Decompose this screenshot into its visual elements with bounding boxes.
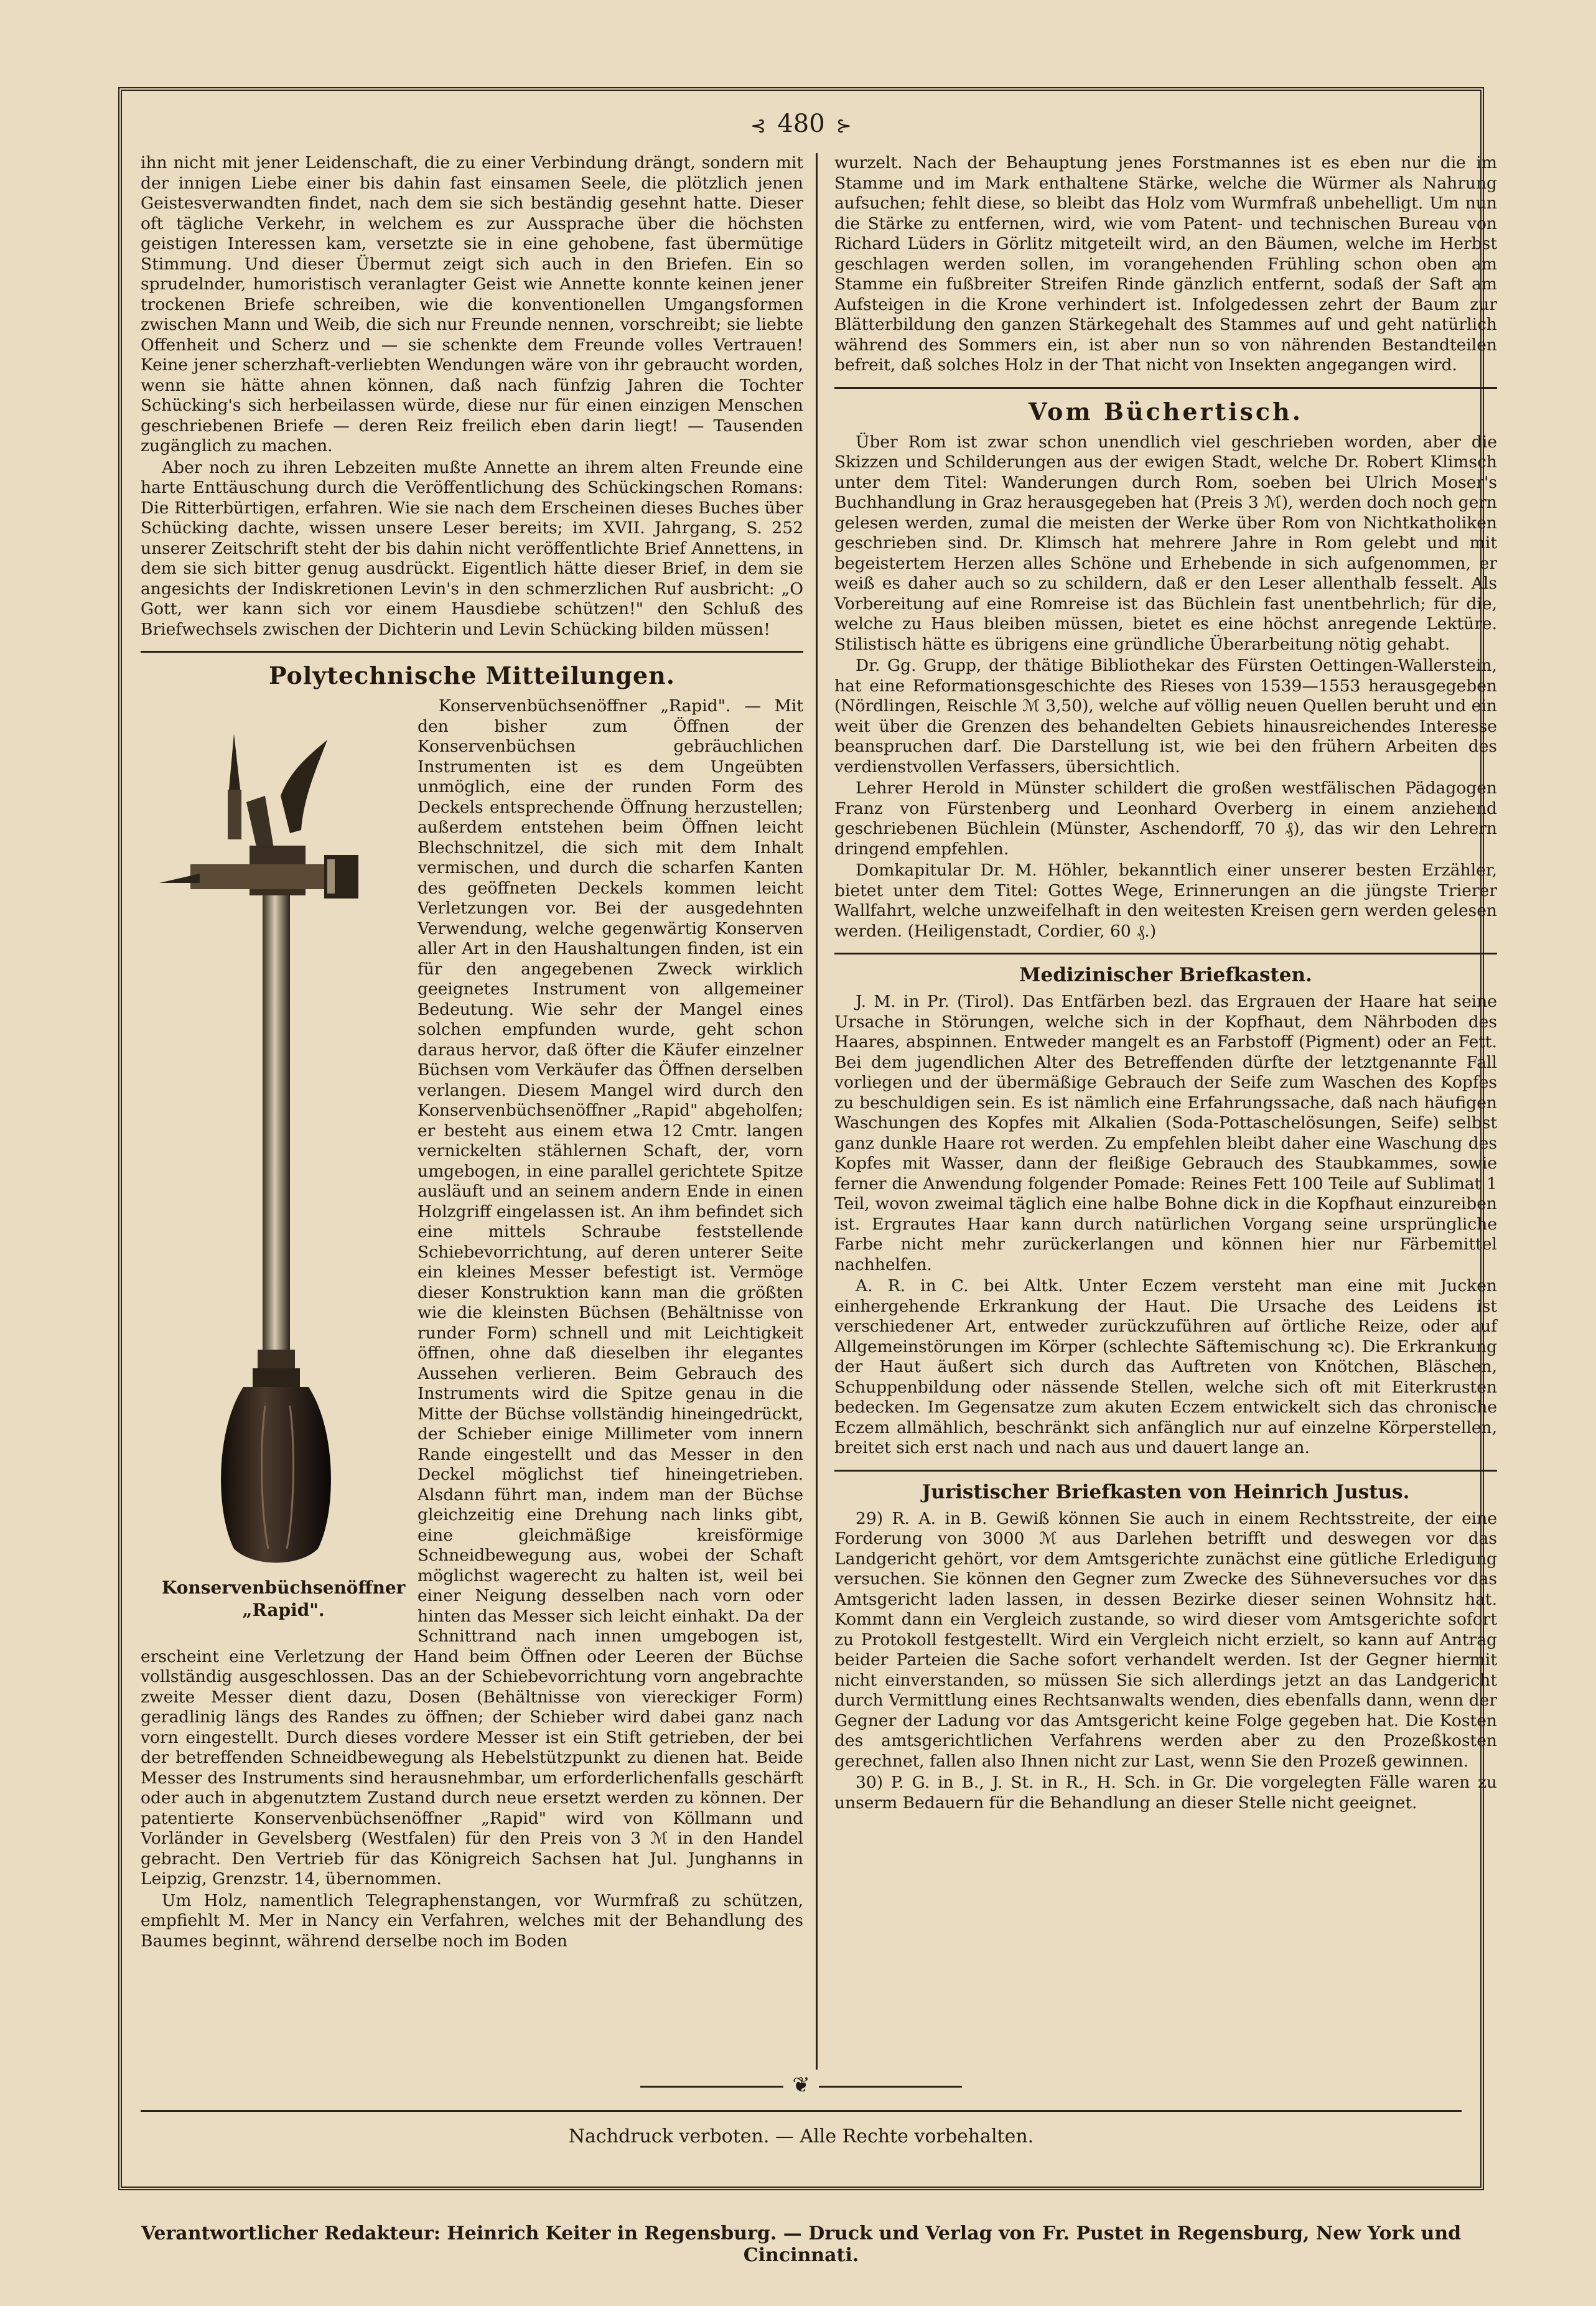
paragraph: Aber noch zu ihren Lebzeiten mußte Annette an ihrem alten Freunde eine harte Enttäuschung durch die Veröffentlichung des Schückingschen Romans: Die Ritterbürtigen, erfahren. Wie sie nach dem Erscheinen dieses Buches über Schücking dachte, wissen unsere Leser bereits; im XVII. Jahrgang, S. 252 unserer Zeitschrift steht der bis dahin nicht veröffentlichte Brief Annettens, in dem sie sich bitter genug ausdrückt. Eigentlich hätte dieser Brief, in dem sie angesichts der Indiskretionen Levin's in den schmerzlichen Ruf ausbricht: „O Gott, wer kann sich vor einem Hausdiebe schützen!" den Schluß des Briefwechsels zwischen der Dichterin und Levin Schücking bilden müssen! [141, 457, 803, 639]
paragraph: 29) R. A. in B. Gewiß können Sie auch in einem Rechtsstreite, der eine Forderung von 3000 ℳ aus Darlehen betrifft und deswegen vor das Landgericht gehört, vor dem Amtsgerichte zunächst eine gütliche Erledigung versuchen. Sie können den Gegner zum Zwecke des Sühneversuches vor das Amtsgericht laden lassen, in dessen Bezirke dieser seinen Wohnsitz hat. Kommt dann ein Vergleich zustande, so wird dieser vom Amtsgerichte sofort zu Protokoll festgestellt. Wird ein Vergleich nicht erzielt, so kann auf Antrag beider Parteien die Sache sofort verhandelt werden. Ist der Gegner hiermit nicht einverstanden, so müssen Sie sich allerdings jetzt an das Landgericht durch Vermittlung eines Rechtsanwalts wenden, dies ebenfalls dann, wenn der Gegner der Ladung vor das Amtsgericht keine Folge gegeben hat. Die Kosten des amtsgerichtlichen Verfahrens werden aber zu den Prozeßkosten gerechnet, fallen also Ihnen nicht zur Last, wenn Sie den Prozeß gewinnen. [834, 1508, 1497, 1771]
right-column [834, 153, 1497, 1814]
section-divider [834, 953, 1497, 955]
ornament-divider [122, 2073, 1480, 2098]
paragraph: wurzelt. Nach der Behauptung jenes Forstmannes ist es eben nur die im Stamme und im Mark enthaltene Stärke, welche die Würmer als Nahrung aufsuchen; fehlt diese, so bleibt das Holz vom Wurmfraß unbehelligt. Um nun die Stärke zu entfernen, wird, wie vom Patent- und technischen Bureau von Richard Lüders in Görlitz mitgeteilt wird, an den Bäumen, welche im Herbst geschlagen werden sollen, im vorangehenden Frühling schon oben am Stamme ein fußbreiter Streifen Rinde gänzlich entfernt, sodaß der Saft am Aufsteigen in die Krone verhindert ist. Infolgedessen zehrt der Baum zur Blätterbildung den ganzen Stärkegehalt des Stammes auf und geht natürlich während des Sommers ein, ist aber nun so von nährenden Bestandteilen befreit, daß solches Holz in der That nicht von Insekten angegangen wird. [834, 153, 1497, 375]
figure-caption-line: Konservenbüchsenöffner [162, 1577, 406, 1598]
paragraph: Dr. Gg. Grupp, der thätige Bibliothekar des Fürsten Oettingen-Wallerstein, hat eine Reformationsgeschichte des Rieses von 1539—1553 herausgegeben (Nördlingen, Reischle ℳ 3,50), welche auf völlig neuen Quellen beruht und ein weit über die Grenzen des behandelten Gebiets hinausreichendes Interesse beanspruchen darf. Die Darstellung ist, wie bei den frühern Arbeiten des verdienstvollen Verfassers, übersichtlich. [834, 656, 1497, 777]
figure-caption-line: „Rapid". [242, 1600, 325, 1620]
paragraph-konserven-intro [141, 696, 803, 1890]
page-frame [118, 87, 1497, 2190]
column-divider [816, 153, 818, 2070]
figure-caption [141, 1577, 405, 1622]
copyright-notice: Nachdruck verboten. — Alle Rechte vorbehalten. [568, 2126, 1034, 2147]
section-heading-jurist: Juristischer Briefkasten von Heinrich Justus. [922, 1480, 1410, 1503]
paragraph: 30) P. G. in B., J. St. in R., H. Sch. in Gr. Die vorgelegten Fälle waren zu unserm Bedauern für die Behandlung an dieser Stelle nicht geeignet. [834, 1773, 1497, 1813]
ornament-flourish-icon: ❦ [792, 2073, 810, 2098]
left-column [141, 153, 803, 1953]
paragraph-holz: Um Holz, namentlich Telegraphenstangen, vor Wurmfraß zu schützen, empfiehlt M. Mer in Nancy ein Verfahren, welches mit der Behandlung des Baumes beginnt, während derselbe noch im Boden [141, 1890, 803, 1951]
section-heading-buechertisch: Vom Büchertisch. [1029, 397, 1303, 426]
section-divider [834, 387, 1497, 389]
section-divider [141, 651, 803, 653]
paragraph: Domkapitular Dr. M. Höhler, bekanntlich einer unserer besten Erzähler, bietet unter dem Titel: Gottes Wege, Erinnerungen an die jüngste Trierer Wallfahrt, welche unzweifelhaft in den weitesten Kreisen gern werden gelesen werden. (Heiligenstadt, Cordier, 60 ₰.) [834, 861, 1497, 941]
ornament-left-icon: ⊰ [750, 115, 767, 137]
section-heading-polytechnik: Polytechnische Mitteilungen. [268, 661, 676, 689]
bottom-rule [141, 2110, 1462, 2112]
page-number: ⊰ 480 ⊱ [750, 110, 852, 138]
paragraph: J. M. in Pr. (Tirol). Das Entfärben bezl. das Ergrauen der Haare hat seine Ursache in Störungen, welche sich in der Kopfhaut, dem Nährboden des Haares, abspinnen. Entweder mangelt es an Farbstoff (Pigment) oder an Fett. Bei dem jugendlichen Alter des Betreffenden dürfte der letztgenannte Fall vorliegen und der übermäßige Gebrauch der Seife zum Waschen des Kopfes zu beschuldigen sein. Es ist nämlich eine Erfahrungssache, daß nach häufigen Waschungen des Kopfes mit Alkalien (Soda-Pottaschelösungen, Seife) selbst ganz dunkle Haare rot werden. Zu empfehlen bleibt daher eine Waschung des Kopfes mit Wasser, dann der fleißige Gebrauch des Staubkammes, sowie ferner die Anwendung folgender Pomade: Reines Fett 100 Teile auf Sublimat 1 Teil, wovon zweimal täglich eine halbe Bohne dick in die Kopfhaut einzureiben ist. Ergrautes Haar kann durch natürlichen Vorgang seine ursprüngliche Farbe nicht mehr zurückerlangen und können hier nur Färbemittel nachhelfen. [834, 992, 1497, 1274]
section-divider [834, 1470, 1497, 1472]
publisher-footer: Verantwortlicher Redakteur: Heinrich Keiter in Regensburg. — Druck und Verlag von Fr. Pustet in Regensburg, New York und Cincinnati. [141, 2223, 1462, 2266]
paragraph-text: Konservenbüchsenöffner „Rapid". — Mit den bisher zum Öffnen der Konservenbüchsen gebräuchlichen Instrumenten ist es dem Ungeübten unmöglich, eine der runden Form des Deckels entsprechende Öffnung herzustellen; außerdem entstehen beim Öffnen leicht Blechschnitzel, die sich mit dem Inhalt vermischen, und durch die scharfen Kanten des geöffneten Deckels kommen leicht Verletzungen vor. Bei der ausgedehnten Verwendung, welche gegenwärtig Konserven aller Art in den Haushaltungen finden, ist ein für den angegebenen Zweck wirklich geeignetes Instrument von allgemeiner Bedeutung. Wie sehr der Mangel eines solchen empfunden wurde, geht schon daraus hervor, daß öfter die Käufer einzelner Büchsen vom Verkäufer das Öffnen derselben verlangen. Diesem Mangel wird durch den Konservenbüchsenöffner „Rapid" abgeholfen; er besteht aus einem etwa 12 Cmtr. langen vernickelten stählernen Schaft, der, vorn umgebogen, in eine parallel gerichtete Spitze ausläuft und an seinem andern Ende in einen Holzgriff eingelassen ist. An ihm befindet sich eine mittels Schraube feststellende Schiebevorrichtung, auf deren unterer Seite ein kleines Messer befestigt ist. Vermöge dieser Konstruktion kann man die größten wie die kleinsten Büchsen (Behältnisse von runder Form) schnell und mit Leichtigkeit öffnen, ohne daß dieselben ihr elegantes Aussehen verlieren. Beim Gebrauch des Instruments wird die Spitze genau in die Mitte der Büchse vollständig hineingedrückt, der Schieber einige Millimeter vom innern Rande eingestellt und das Messer in den Deckel möglichst tief hineingetrieben. Alsdann führt man, indem man der Büchse gleichzeitig eine Drehung nach links gibt, eine gleichmäßige kreisförmige Schneidbewegung aus, wobei der Schaft möglichst wagerecht zu halten ist, weil bei einer Neigung desselben nach vorn oder hinten das Messer sich leicht einhakt. Da der Schnittrand nach innen umgebogen ist, erscheint eine Verletzung der Hand beim Öffnen oder Leeren der Büchse vollständig ausgeschlossen. Das an der Schiebevorrichtung vorn angebrachte zweite Messer dient dazu, Dosen (Behältnisse von viereckiger Form) geradlinig längs des Randes zu öffnen; der Schieber wird dabei ganz nach vorn eingestellt. Durch dieses vordere Messer ist ein Stift getrieben, der bei der betreffenden Schneidbewegung als Hebelstützpunkt zu dienen hat. Beide Messer des Instruments sind herausnehmbar, um erforderlichenfalls geschärft oder auch in abgenutztem Zustand durch neue ersetzt werden zu können. Der patentierte Konservenbüchsenöffner „Rapid" wird von Köllmann und Vorländer in Gevelsberg (Westfalen) für den Preis von 3 ℳ in den Handel gebracht. Den Vertrieb für das Königreich Sachsen hat Jul. Junghanns in Leipzig, Grenzstr. 14, übernommen. [141, 696, 803, 1888]
figure-can-opener [141, 696, 405, 1636]
paragraph: A. R. in C. bei Altk. Unter Eczem versteht man eine mit Jucken einhergehende Erkrankung der Haut. Die Ursache des Leidens ist verschiedener Art, entweder zurückzuführen auf örtliche Reize, oder auf Allgemeinstörungen im Körper (schlechte Säftemischung ꝛc). Die Erkrankung der Haut äußert sich durch das Auftreten von Knötchen, Bläschen, Schuppenbildung oder nässende Stellen, welche sich oft mit Eiterkrusten bedecken. Im Gegensatze zum akuten Eczem entwickelt sich das chronische Eczem allmählich, beschränkt sich anfänglich nur auf einzelne Körperstellen, breitet sich erst nach und nach aus und dauert lange an. [834, 1276, 1497, 1457]
ornament-line [819, 2086, 962, 2088]
ornament-line [640, 2086, 783, 2088]
paragraph: ihn nicht mit jener Leidenschaft, die zu einer Verbindung drängt, sondern mit der innigen Liebe einer bis dahin fast einsamen Seele, die plötzlich jenen Geistesverwandten findet, nach dem sie sich beständig gesehnt hatte. Dieser oft tägliche Verkehr, in welchem es zur Aussprache über die höchsten geistigen Interessen kam, versetzte sie in eine gehobene, fast übermütige Stimmung. Und dieser Übermut zeigt sich auch in den Briefen. Ein so sprudelnder, humoristisch veranlagter Geist wie Annette konnte keinen jener trockenen Briefe schreiben, wie die konventionellen Umgangsformen zwischen Mann und Weib, die sich nur Freunde nennen, vorschreibt; sie liebte Offenheit und Scherz und — sie schenkte dem Freunde volles Vertrauen! Keine jener scherzhaft-verliebten Wendungen wäre von ihr gebraucht worden, wenn sie hätte ahnen können, daß nach fünfzig Jahren die Tochter Schücking's sich herbeilassen würde, diese nur für einen einzigen Menschen geschriebenen Briefe — deren Reiz freilich eben darin liegt! — Tausenden zugänglich zu machen. [141, 153, 803, 455]
ornament-right-icon: ⊱ [836, 115, 852, 137]
paragraph: Über Rom ist zwar schon unendlich viel geschrieben worden, aber die Skizzen und Schilderungen aus der ewigen Stadt, welche Dr. Robert Klimsch unter dem Titel: Wanderungen durch Rom, soeben bei Ulrich Moser's Buchhandlung in Graz herausgegeben hat (Preis 3 ℳ), werden doch noch gern gelesen werden, zumal die meisten der Werke über Rom von Nichtkatholiken geschrieben sind. Dr. Klimsch hat mehrere Jahre in Rom gelebt und mit begeistertem Herzen alles Schöne und Erhebende in sich aufgenommen, er weiß es daher auch so zu schildern, daß er den Leser allenthalb fesselt. Als Vorbereitung auf eine Romreise ist das Büchlein fast unentbehrlich; für die, welche zu Haus bleiben müssen, bietet es eine höchst anregende Lektüre. Stilistisch hätte es übrigens eine gründliche Überarbeitung nötig gehabt. [834, 432, 1497, 654]
section-heading-medizin: Medizinischer Briefkasten. [1019, 964, 1312, 986]
paragraph: Lehrer Herold in Münster schildert die großen westfälischen Pädagogen Franz von Fürstenberg und Leonhard Overberg in einem anziehend geschriebenen Büchlein (Münster, Aschendorff, 70 ₰), das wir den Lehrern dringend empfehlen. [834, 778, 1497, 859]
can-opener-illustration-icon [141, 696, 405, 1567]
